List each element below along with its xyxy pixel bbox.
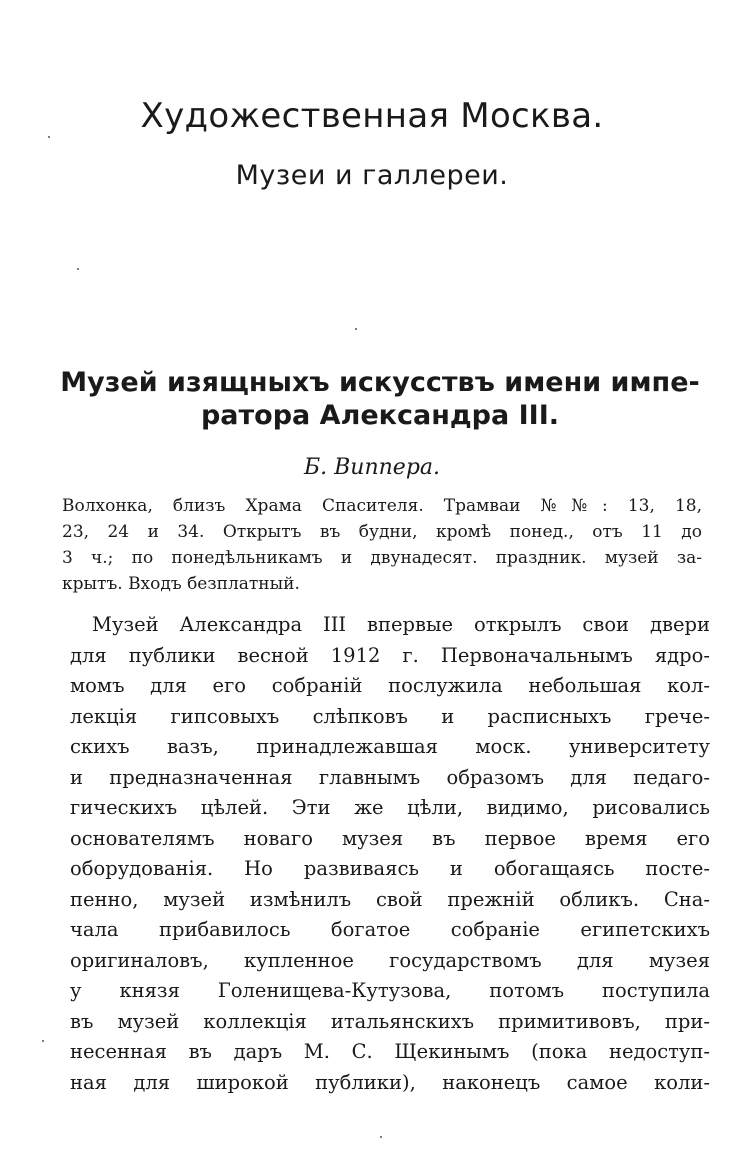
body-line: оборудованія. Но развиваясь и обогащаясь посте- xyxy=(70,857,710,880)
body-line: Музей Александра III впервые открылъ свои двери xyxy=(92,613,710,636)
scan-speck xyxy=(48,136,50,138)
body-paragraph xyxy=(70,610,710,1098)
scan-speck xyxy=(380,1136,382,1138)
body-line: у князя Голенищева-Кутузова, потомъ поступила xyxy=(70,979,710,1002)
body-line: ная для широкой публики), наконецъ самое коли- xyxy=(70,1070,710,1094)
body-line: въ музей коллекція итальянскихъ примитивовъ, при- xyxy=(70,1009,710,1033)
page-subtitle: Музеи и галлереи. xyxy=(235,160,509,191)
info-line: 23, 24 и 34. Открытъ въ будни, кромѣ понед., отъ 11 до xyxy=(62,522,702,542)
scan-speck xyxy=(77,268,79,270)
info-line: 3 ч.; по понедѣльникамъ и двунадесят. праздник. музей за- xyxy=(62,548,702,568)
body-line: чала прибавилось богатое собраніе египетскихъ xyxy=(70,918,710,941)
info-line: Волхонка, близъ Храма Спасителя. Трамваи №№: 13, 18, xyxy=(62,496,702,516)
scan-speck xyxy=(355,328,357,330)
scan-speck xyxy=(42,1040,44,1042)
section-heading xyxy=(60,366,700,432)
author-byline: Б. Виппера. xyxy=(303,455,441,480)
page-title: Художественная Москва. xyxy=(140,96,604,136)
body-line: гическихъ цѣлей. Эти же цѣли, видимо, рисовались xyxy=(70,796,710,819)
body-line: основателямъ новаго музея въ первое время его xyxy=(70,826,710,850)
body-line: и предназначенная главнымъ образомъ для педаго- xyxy=(70,765,710,789)
body-line: пенно, музей измѣнилъ свой прежній обликъ. Сна- xyxy=(70,887,710,911)
body-line: для публики весной 1912 г. Первоначальнымъ ядро- xyxy=(70,643,710,667)
section-heading-line: ратора Александра III. xyxy=(200,400,560,431)
body-line: лекція гипсовыхъ слѣпковъ и расписныхъ грече- xyxy=(70,704,710,728)
info-line: крытъ. Входъ безплатный. xyxy=(62,574,300,594)
body-line: скихъ вазъ, принадлежавшая моск. университету xyxy=(70,735,710,758)
body-line: оригиналовъ, купленное государствомъ для музея xyxy=(70,948,710,972)
section-heading-line: Музей изящныхъ искусствъ имени импе- xyxy=(60,367,700,398)
body-line: момъ для его собраній послужила небольшая кол- xyxy=(70,674,710,697)
museum-info xyxy=(62,493,702,597)
body-line: несенная въ даръ М. С. Щекинымъ (пока недоступ- xyxy=(70,1040,710,1063)
